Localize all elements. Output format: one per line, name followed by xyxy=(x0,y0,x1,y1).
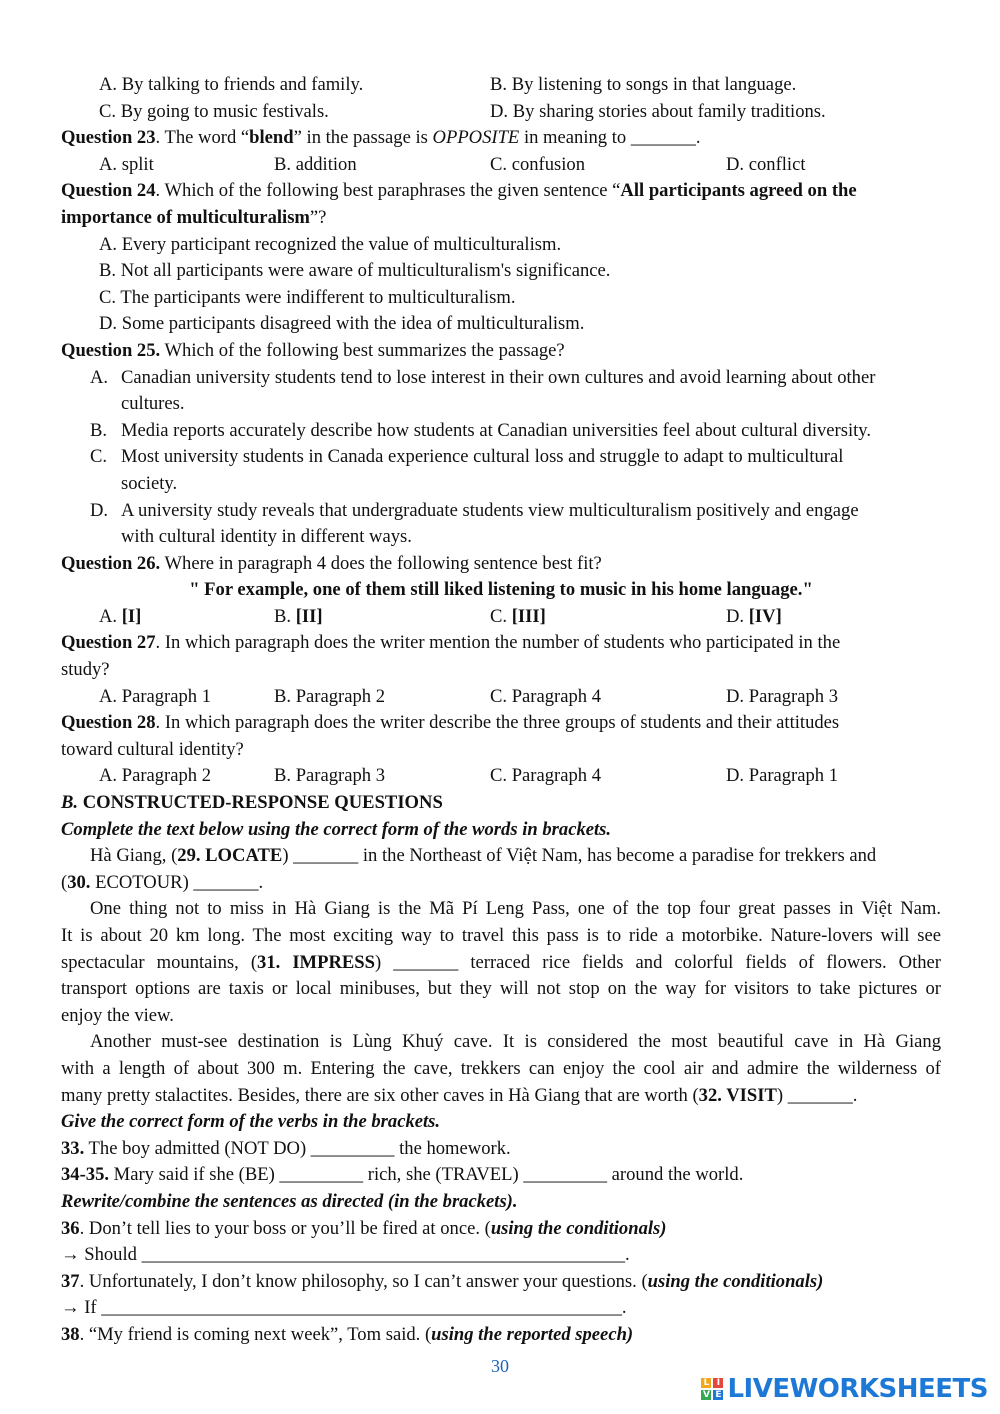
q25-stem xyxy=(61,338,941,365)
q24-number: Question 24 xyxy=(61,180,156,202)
q33-line xyxy=(61,1136,941,1163)
passage-p3-line2: with a length of about 300 m. Entering the cave, trekkers can enjoy the cool air and admire the wilderness of xyxy=(61,1057,941,1079)
q28-stem xyxy=(61,710,941,737)
q23-opposite: OPPOSITE xyxy=(432,127,520,149)
q34-35-number: 34-35. xyxy=(61,1164,110,1186)
section-b-letter: B. xyxy=(61,792,79,814)
page-number: 30 xyxy=(491,1356,509,1376)
blank-29[interactable]: ) _______ in the Northeast of Việt Nam, has become a paradise for trekkers and xyxy=(282,845,877,867)
q23-number: Question 23 xyxy=(61,127,156,149)
blank-29-label: 29. LOCATE xyxy=(177,845,283,867)
q27-options xyxy=(61,684,941,711)
q26-text: Where in paragraph 4 does the following sentence best fit? xyxy=(160,552,602,574)
passage-p2-line1: One thing not to miss in Hà Giang is the Mã Pí Leng Pass, one of the top four great passes in Việt Nam. xyxy=(90,898,941,920)
section-b-heading xyxy=(61,790,941,817)
passage-p2-line5: enjoy the view. xyxy=(61,1004,174,1026)
q38-number: 38 xyxy=(61,1323,80,1345)
q36-answer-line[interactable]: → Should ____________________________________________________. xyxy=(61,1244,630,1266)
q23-text-2: ” in the passage is xyxy=(293,127,433,149)
passage-p1-line2: (30. ECOTOUR) _______. xyxy=(61,871,264,893)
q36-hint: using the conditionals) xyxy=(490,1217,667,1239)
q25-option-d[interactable] xyxy=(61,498,941,525)
liveworksheets-logo xyxy=(701,1374,988,1404)
q27-option-d[interactable]: D. Paragraph 3 xyxy=(726,685,839,707)
q27-stem xyxy=(61,630,941,657)
q26-quote: " For example, one of them still liked listening to music in his home language." xyxy=(189,579,813,601)
q25-option-b[interactable] xyxy=(61,418,941,445)
q23-keyword: blend xyxy=(249,127,294,149)
q24-option-a[interactable]: A. Every participant recognized the value of multiculturalism. xyxy=(99,233,562,255)
q24-option-c[interactable]: C. The participants were indifferent to multiculturalism. xyxy=(99,286,516,308)
q25-option-d-cont: with cultural identity in different ways. xyxy=(121,526,412,548)
blank-30-label: 30. xyxy=(67,871,91,893)
q26-option-c[interactable]: C. [III] xyxy=(490,605,546,627)
q36-line xyxy=(61,1216,941,1243)
q23-option-b[interactable]: B. addition xyxy=(274,153,357,175)
q22-option-a[interactable]: A. By talking to friends and family. xyxy=(99,74,364,95)
q37-line xyxy=(61,1269,941,1296)
q33-number: 33. xyxy=(61,1137,85,1159)
q25-option-c-text: Most university students in Canada experience cultural loss and struggle to adapt to multicultural xyxy=(121,446,844,468)
q22-option-d[interactable]: D. By sharing stories about family traditions. xyxy=(490,100,826,122)
q25-option-c[interactable] xyxy=(61,444,941,471)
q26-number: Question 26. xyxy=(61,552,161,574)
q38-line xyxy=(61,1322,941,1349)
q23-text-3: in meaning to _______. xyxy=(519,127,701,149)
verb-form-instruction: Give the correct form of the verbs in the brackets. xyxy=(61,1111,441,1133)
q36-text: . Don’t tell lies to your boss or you’ll be fired at once. ( xyxy=(79,1217,491,1239)
q23-option-a[interactable]: A. split xyxy=(99,153,154,175)
q25-option-a-letter: A. xyxy=(90,366,109,388)
q37-number: 37 xyxy=(61,1270,80,1292)
q25-option-c-letter: C. xyxy=(90,446,108,468)
q22-options-row1 xyxy=(61,72,941,99)
worksheet-page xyxy=(61,72,941,1349)
q25-option-d-letter: D. xyxy=(90,499,109,521)
q37-text: . Unfortunately, I don’t know philosophy, so I can’t answer your questions. ( xyxy=(79,1270,648,1292)
blank-30[interactable]: ECOTOUR) _______. xyxy=(90,871,264,893)
passage-p2-line2: It is about 20 km long. The most exciting way to travel this pass is to ride a motorbike. Nature-lovers will see xyxy=(61,925,941,946)
blank-32-label: 32. VISIT xyxy=(698,1084,777,1106)
rewrite-instruction: Rewrite/combine the sentences as directed (in the brackets). xyxy=(61,1190,518,1212)
q28-number: Question 28 xyxy=(61,712,156,734)
q24-quote-2: importance of multiculturalism xyxy=(61,206,310,228)
q25-option-a[interactable] xyxy=(61,365,941,392)
q25-option-a-text: Canadian university students tend to lose interest in their own cultures and avoid learning about other xyxy=(121,366,876,388)
q28-options xyxy=(61,763,941,790)
q25-number: Question 25. xyxy=(61,339,161,361)
q28-stem-cont: toward cultural identity? xyxy=(61,738,244,760)
q33-blank[interactable]: The boy admitted (NOT DO) _________ the homework. xyxy=(84,1137,511,1159)
q25-option-d-text: A university study reveals that undergraduate students view multiculturalism positively and engage xyxy=(121,499,859,521)
q27-stem-cont: study? xyxy=(61,659,110,681)
q24-stem-line2 xyxy=(61,205,941,232)
q24-quote-1: All participants agreed on the xyxy=(620,180,857,202)
q25-option-b-letter: B. xyxy=(90,419,108,441)
q24-option-d[interactable]: D. Some participants disagreed with the idea of multiculturalism. xyxy=(99,313,585,335)
q27-number: Question 27 xyxy=(61,632,156,654)
q23-option-c[interactable]: C. confusion xyxy=(490,153,586,175)
q27-option-b[interactable]: B. Paragraph 2 xyxy=(274,685,386,707)
blank-31-label: 31. IMPRESS xyxy=(257,951,375,973)
passage-p2-line3: spectacular mountains, (31. IMPRESS) _______ terraced rice fields and colorful fields of flowers. Other xyxy=(61,951,941,973)
q26-options xyxy=(61,604,941,631)
q23-text: . The word “ xyxy=(155,127,250,149)
q24-text-2: ”? xyxy=(309,206,327,228)
q25-option-b-text: Media reports accurately describe how students at Canadian universities feel about cultural diversity. xyxy=(121,419,872,441)
q26-option-d[interactable]: D. [IV] xyxy=(726,605,782,627)
q22-options-row2 xyxy=(61,99,941,126)
q37-answer-line[interactable]: → If ________________________________________________________. xyxy=(61,1297,627,1319)
q25-option-c-cont: society. xyxy=(121,472,178,494)
q34-35-line xyxy=(61,1162,941,1189)
blank-31[interactable]: ) _______ terraced rice fields and colorful fields of flowers. Other xyxy=(374,951,941,973)
q23-option-d[interactable]: D. conflict xyxy=(726,153,806,175)
q38-hint: using the reported speech) xyxy=(431,1323,634,1345)
q27-option-c[interactable]: C. Paragraph 4 xyxy=(490,685,602,707)
q23-stem xyxy=(61,125,941,152)
passage-p1-line1: Hà Giang, (29. LOCATE) _______ in the Northeast of Việt Nam, has become a paradise for trekkers and xyxy=(90,845,877,867)
q22-option-c[interactable]: C. By going to music festivals. xyxy=(99,100,329,122)
q26-option-a[interactable]: A. [I] xyxy=(99,605,142,627)
q24-stem-line1 xyxy=(61,178,941,205)
passage-p2-line4: transport options are taxis or local minibuses, but they will not stop on the way for visitors to take pictures or xyxy=(61,978,941,1000)
q27-option-a[interactable]: A. Paragraph 1 xyxy=(99,685,212,707)
q38-text: . “My friend is coming next week”, Tom said. ( xyxy=(79,1323,432,1345)
q28-option-c[interactable]: C. Paragraph 4 xyxy=(490,765,602,787)
q23-options xyxy=(61,152,941,179)
q25-option-a-cont: cultures. xyxy=(121,393,185,415)
q25-text: Which of the following best summarizes the passage? xyxy=(160,339,565,361)
passage-p3-line1: Another must-see destination is Lùng Khuý cave. It is considered the most beautiful cave in Hà Giang xyxy=(90,1031,941,1053)
passage-p3-line3: many pretty stalactites. Besides, there are six other caves in Hà Giang that are worth (32. VISIT) _______. xyxy=(61,1084,858,1106)
q28-option-b[interactable]: B. Paragraph 3 xyxy=(274,765,386,787)
liveworksheets-logo-icon: L I V E xyxy=(702,1378,722,1400)
liveworksheets-brand-text: LIVEWORKSHEETS xyxy=(727,1374,988,1404)
q28-option-a[interactable]: A. Paragraph 2 xyxy=(99,765,212,787)
word-form-instruction: Complete the text below using the correct form of the words in brackets. xyxy=(61,818,612,840)
q24-text: . Which of the following best paraphrases the given sentence “ xyxy=(155,180,621,202)
q36-number: 36 xyxy=(61,1217,80,1239)
q27-text: . In which paragraph does the writer mention the number of students who participated in the xyxy=(155,632,841,654)
q28-text: . In which paragraph does the writer describe the three groups of students and their attitudes xyxy=(155,712,840,734)
q37-hint: using the conditionals) xyxy=(647,1270,824,1292)
q26-stem xyxy=(61,551,941,578)
q34-35-blanks[interactable]: Mary said if she (BE) _________ rich, she (TRAVEL) _________ around the world. xyxy=(109,1164,744,1186)
section-b-title: CONSTRUCTED-RESPONSE QUESTIONS xyxy=(78,792,443,814)
blank-32[interactable]: ) _______. xyxy=(776,1084,858,1106)
q28-option-d[interactable]: D. Paragraph 1 xyxy=(726,765,839,787)
q22-option-b[interactable]: B. By listening to songs in that language. xyxy=(490,74,797,95)
q24-option-b[interactable]: B. Not all participants were aware of multiculturalism's significance. xyxy=(99,260,611,282)
q26-option-b[interactable]: B. [II] xyxy=(274,605,323,627)
